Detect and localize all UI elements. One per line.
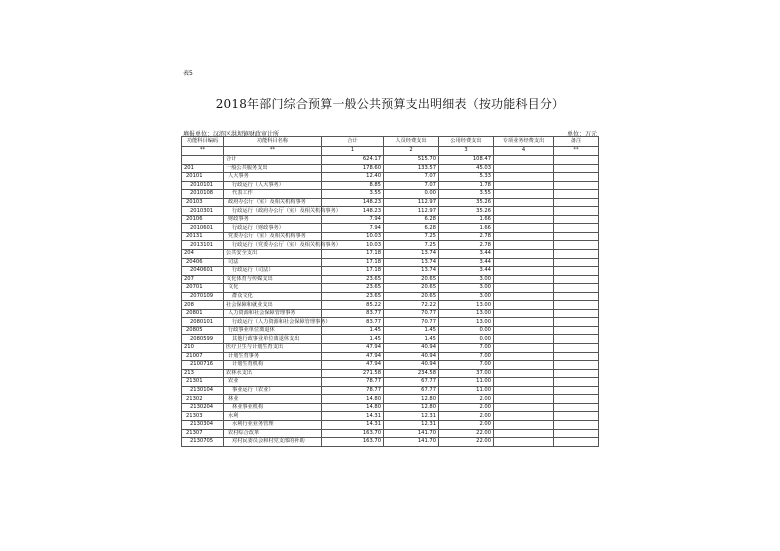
cell-special	[494, 173, 554, 182]
cell-total: 47.94	[322, 361, 384, 370]
cell-total: 78.77	[322, 378, 384, 387]
cell-code: 20805	[182, 326, 224, 335]
cell-note	[554, 326, 599, 335]
cell-code: 213	[182, 369, 224, 378]
cell-code: 204	[182, 250, 224, 259]
cell-note	[554, 258, 599, 267]
table-row	[182, 292, 599, 301]
currency-unit: 单位：万元	[566, 131, 597, 138]
table-row	[182, 241, 599, 250]
table-row	[182, 173, 599, 182]
cell-total: 83.77	[322, 318, 384, 327]
cell-special	[494, 250, 554, 259]
header-total: 合计	[322, 137, 384, 147]
cell-code: 20701	[182, 284, 224, 293]
cell-code: 2130204	[182, 403, 224, 412]
cell-name: 农业	[224, 378, 322, 387]
cell-personnel: 70.77	[384, 318, 439, 327]
table-row	[182, 318, 599, 327]
cell-personnel: 515.70	[384, 156, 439, 165]
cell-special	[494, 438, 554, 447]
table-row	[182, 181, 599, 190]
header-name: 功能科目名称	[224, 137, 322, 147]
cell-note	[554, 198, 599, 207]
cell-total: 23.65	[322, 284, 384, 293]
cell-personnel: 20.65	[384, 275, 439, 284]
cell-public: 1.78	[439, 181, 494, 190]
cell-note	[554, 267, 599, 276]
cell-name: 水利	[224, 412, 322, 421]
table-row	[182, 250, 599, 259]
header-personnel: 人员经费支出	[384, 137, 439, 147]
cell-public: 0.00	[439, 335, 494, 344]
cell-code: 2130705	[182, 438, 224, 447]
cell-code: 2070109	[182, 292, 224, 301]
cell-name: 司法	[224, 258, 322, 267]
cell-code: 2080101	[182, 318, 224, 327]
cell-total: 163.70	[322, 438, 384, 447]
cell-personnel: 1.45	[384, 335, 439, 344]
cell-total: 8.85	[322, 181, 384, 190]
cell-code: 2130104	[182, 386, 224, 395]
cell-code: 201	[182, 164, 224, 173]
cell-special	[494, 326, 554, 335]
cell-public: 2.78	[439, 241, 494, 250]
cell-note	[554, 224, 599, 233]
cell-special	[494, 386, 554, 395]
cell-special	[494, 420, 554, 429]
cell-public: 7.00	[439, 361, 494, 370]
cell-note	[554, 420, 599, 429]
cell-special	[494, 232, 554, 241]
cell-name: 文化	[224, 284, 322, 293]
cell-personnel: 7.07	[384, 181, 439, 190]
cell-special	[494, 301, 554, 310]
cell-note	[554, 335, 599, 344]
cell-special	[494, 378, 554, 387]
cell-public: 22.00	[439, 429, 494, 438]
cell-name: 财政事务	[224, 215, 322, 224]
cell-special	[494, 198, 554, 207]
table-row	[182, 309, 599, 318]
cell-note	[554, 309, 599, 318]
cell-note	[554, 173, 599, 182]
cell-name: 人力资源和社会保障管理事务	[224, 309, 322, 318]
cell-code: 207	[182, 275, 224, 284]
cell-personnel: 6.28	[384, 224, 439, 233]
cell-note	[554, 369, 599, 378]
cell-special	[494, 395, 554, 404]
table-row	[182, 420, 599, 429]
cell-special	[494, 352, 554, 361]
cell-public: 45.03	[439, 164, 494, 173]
cell-public: 2.00	[439, 412, 494, 421]
cell-personnel: 40.94	[384, 361, 439, 370]
cell-special	[494, 292, 554, 301]
cell-personnel: 0.00	[384, 190, 439, 199]
cell-total: 148.23	[322, 207, 384, 216]
cell-public: 3.00	[439, 284, 494, 293]
table-row	[182, 284, 599, 293]
table-row	[182, 258, 599, 267]
cell-note	[554, 215, 599, 224]
cell-special	[494, 429, 554, 438]
cell-name: 计划生育事务	[224, 352, 322, 361]
cell-personnel: 40.94	[384, 352, 439, 361]
cell-public: 1.66	[439, 215, 494, 224]
cell-total: 163.70	[322, 429, 384, 438]
sheet-label: 表5	[183, 70, 193, 77]
cell-note	[554, 301, 599, 310]
cell-note	[554, 412, 599, 421]
table-row	[182, 361, 599, 370]
cell-public: 3.44	[439, 267, 494, 276]
cell-code: 20801	[182, 309, 224, 318]
cell-public: 13.00	[439, 309, 494, 318]
table-row	[182, 275, 599, 284]
cell-code: 208	[182, 301, 224, 310]
cell-public: 13.00	[439, 301, 494, 310]
cell-public: 11.00	[439, 386, 494, 395]
cell-note	[554, 403, 599, 412]
cell-code: 2010108	[182, 190, 224, 199]
reporting-unit: 填报单位：汉滨区洪坝镇财政审计所	[183, 131, 280, 138]
table-row	[182, 156, 599, 165]
index-row	[182, 146, 599, 156]
cell-name: 行政运行（党委办公厅（室）及相关机构事务）	[224, 241, 322, 250]
cell-total: 23.65	[322, 275, 384, 284]
cell-total: 3.55	[322, 190, 384, 199]
cell-total: 83.77	[322, 309, 384, 318]
cell-public: 11.00	[439, 378, 494, 387]
cell-name: 行政运行（司法）	[224, 267, 322, 276]
table-row	[182, 386, 599, 395]
cell-special	[494, 412, 554, 421]
table-row	[182, 207, 599, 216]
cell-special	[494, 284, 554, 293]
cell-total: 624.17	[322, 156, 384, 165]
cell-note	[554, 275, 599, 284]
cell-note	[554, 284, 599, 293]
cell-total: 17.18	[322, 258, 384, 267]
cell-public: 13.00	[439, 318, 494, 327]
header-note: 备注	[554, 137, 599, 147]
cell-note	[554, 207, 599, 216]
cell-name: 林业	[224, 395, 322, 404]
cell-code: 2010601	[182, 224, 224, 233]
index-cell: 2	[384, 146, 439, 156]
cell-code: 2010301	[182, 207, 224, 216]
cell-note	[554, 378, 599, 387]
table-row	[182, 301, 599, 310]
cell-code: 21301	[182, 378, 224, 387]
cell-note	[554, 429, 599, 438]
header-code: 功能科目编码	[182, 137, 224, 147]
table-row	[182, 224, 599, 233]
cell-name: 计划生育机构	[224, 361, 322, 370]
cell-personnel: 112.97	[384, 198, 439, 207]
cell-note	[554, 156, 599, 165]
cell-code: 2100716	[182, 361, 224, 370]
cell-name: 行政运行（人力资源和社会保障管理事务）	[224, 318, 322, 327]
cell-name: 医疗卫生与计划生育支出	[224, 344, 322, 353]
cell-total: 17.18	[322, 250, 384, 259]
cell-name: 政府办公厅（室）及相关机构事务	[224, 198, 322, 207]
cell-total: 14.31	[322, 420, 384, 429]
cell-special	[494, 164, 554, 173]
cell-public: 2.00	[439, 420, 494, 429]
index-cell: **	[182, 146, 224, 156]
cell-total: 148.23	[322, 198, 384, 207]
cell-public: 3.44	[439, 250, 494, 259]
cell-total: 23.65	[322, 292, 384, 301]
index-cell: 1	[322, 146, 384, 156]
cell-personnel: 12.80	[384, 403, 439, 412]
cell-code: 2040601	[182, 267, 224, 276]
cell-code: 20103	[182, 198, 224, 207]
table-row	[182, 198, 599, 207]
cell-personnel: 13.74	[384, 250, 439, 259]
table-row	[182, 335, 599, 344]
table-row	[182, 232, 599, 241]
table-row	[182, 190, 599, 199]
cell-public: 3.00	[439, 292, 494, 301]
index-cell: 4	[494, 146, 554, 156]
cell-code: 21303	[182, 412, 224, 421]
table-row	[182, 215, 599, 224]
cell-special	[494, 361, 554, 370]
cell-note	[554, 361, 599, 370]
cell-total: 17.18	[322, 267, 384, 276]
cell-note	[554, 181, 599, 190]
cell-name: 林业事业机构	[224, 403, 322, 412]
cell-personnel: 112.97	[384, 207, 439, 216]
cell-note	[554, 232, 599, 241]
cell-special	[494, 318, 554, 327]
table-row	[182, 412, 599, 421]
cell-special	[494, 275, 554, 284]
cell-personnel: 6.28	[384, 215, 439, 224]
cell-name: 其他行政事业单位离退休支出	[224, 335, 322, 344]
cell-public: 5.33	[439, 173, 494, 182]
cell-total: 10.03	[322, 241, 384, 250]
cell-total: 14.80	[322, 395, 384, 404]
cell-note	[554, 344, 599, 353]
cell-special	[494, 224, 554, 233]
index-cell: **	[224, 146, 322, 156]
cell-special	[494, 215, 554, 224]
cell-name: 行政运行（财政事务）	[224, 224, 322, 233]
index-cell: 3	[439, 146, 494, 156]
budget-table	[181, 136, 599, 447]
cell-code: 20131	[182, 232, 224, 241]
cell-public: 2.00	[439, 403, 494, 412]
cell-special	[494, 241, 554, 250]
cell-name: 行政运行（人大事务）	[224, 181, 322, 190]
cell-code: 20101	[182, 173, 224, 182]
cell-name: 行政事业单位离退休	[224, 326, 322, 335]
cell-personnel: 141.70	[384, 438, 439, 447]
cell-special	[494, 403, 554, 412]
cell-name: 农林水支出	[224, 369, 322, 378]
cell-public: 35.26	[439, 207, 494, 216]
cell-name: 合计	[224, 156, 322, 165]
cell-note	[554, 386, 599, 395]
cell-name: 公共安全支出	[224, 250, 322, 259]
cell-public: 35.26	[439, 198, 494, 207]
cell-personnel: 12.80	[384, 395, 439, 404]
cell-personnel: 20.65	[384, 284, 439, 293]
cell-total: 14.31	[322, 412, 384, 421]
header-special: 专项业务经费支出	[494, 137, 554, 147]
cell-special	[494, 190, 554, 199]
cell-name: 文化体育与传媒支出	[224, 275, 322, 284]
cell-name: 党委办公厅（室）及相关机构事务	[224, 232, 322, 241]
cell-public: 7.00	[439, 352, 494, 361]
cell-personnel: 1.45	[384, 326, 439, 335]
table-row	[182, 403, 599, 412]
cell-personnel: 7.25	[384, 241, 439, 250]
cell-public: 3.55	[439, 190, 494, 199]
cell-personnel: 7.07	[384, 173, 439, 182]
cell-public: 1.66	[439, 224, 494, 233]
table-row	[182, 267, 599, 276]
cell-public: 37.00	[439, 369, 494, 378]
cell-total: 7.94	[322, 224, 384, 233]
cell-name: 代表工作	[224, 190, 322, 199]
cell-special	[494, 181, 554, 190]
cell-special	[494, 369, 554, 378]
cell-note	[554, 395, 599, 404]
cell-personnel: 13.74	[384, 258, 439, 267]
cell-code: 210	[182, 344, 224, 353]
cell-name: 一般公共服务支出	[224, 164, 322, 173]
cell-code: 20106	[182, 215, 224, 224]
cell-note	[554, 318, 599, 327]
cell-code: 2080599	[182, 335, 224, 344]
cell-code	[182, 156, 224, 165]
cell-personnel: 234.58	[384, 369, 439, 378]
table-row	[182, 326, 599, 335]
cell-code: 2130304	[182, 420, 224, 429]
cell-note	[554, 241, 599, 250]
cell-personnel: 72.22	[384, 301, 439, 310]
cell-code: 21007	[182, 352, 224, 361]
cell-public: 22.00	[439, 438, 494, 447]
cell-total: 1.45	[322, 335, 384, 344]
cell-public: 108.47	[439, 156, 494, 165]
cell-personnel: 141.70	[384, 429, 439, 438]
cell-personnel: 13.74	[384, 267, 439, 276]
cell-personnel: 7.25	[384, 232, 439, 241]
cell-note	[554, 190, 599, 199]
table-row	[182, 164, 599, 173]
cell-name: 事业运行（农业）	[224, 386, 322, 395]
table-row	[182, 395, 599, 404]
cell-name: 人大事务	[224, 173, 322, 182]
cell-personnel: 40.94	[384, 344, 439, 353]
table-row	[182, 438, 599, 447]
cell-special	[494, 267, 554, 276]
cell-special	[494, 258, 554, 267]
cell-total: 178.60	[322, 164, 384, 173]
index-cell: **	[554, 146, 599, 156]
cell-name: 对村民委员会和村党支部的补助	[224, 438, 322, 447]
cell-code: 2013101	[182, 241, 224, 250]
cell-public: 3.44	[439, 258, 494, 267]
cell-note	[554, 352, 599, 361]
cell-personnel: 67.77	[384, 378, 439, 387]
cell-name: 群众文化	[224, 292, 322, 301]
cell-name: 水利行业业务管理	[224, 420, 322, 429]
table-row	[182, 352, 599, 361]
cell-personnel: 67.77	[384, 386, 439, 395]
table-row	[182, 429, 599, 438]
cell-total: 14.80	[322, 403, 384, 412]
cell-public: 7.00	[439, 344, 494, 353]
cell-note	[554, 292, 599, 301]
table-row	[182, 378, 599, 387]
cell-note	[554, 164, 599, 173]
cell-personnel: 70.77	[384, 309, 439, 318]
cell-name: 社会保障和就业支出	[224, 301, 322, 310]
cell-total: 7.94	[322, 215, 384, 224]
table-row	[182, 344, 599, 353]
cell-total: 78.77	[322, 386, 384, 395]
cell-personnel: 133.57	[384, 164, 439, 173]
cell-total: 47.94	[322, 344, 384, 353]
cell-total: 85.22	[322, 301, 384, 310]
page-title: 2018年部门综合预算一般公共预算支出明细表（按功能科目分）	[215, 97, 565, 111]
header-row	[182, 137, 599, 147]
cell-code: 21302	[182, 395, 224, 404]
cell-special	[494, 335, 554, 344]
cell-personnel: 12.31	[384, 412, 439, 421]
cell-public: 2.78	[439, 232, 494, 241]
table-row	[182, 369, 599, 378]
cell-code: 2010101	[182, 181, 224, 190]
cell-special	[494, 207, 554, 216]
cell-special	[494, 156, 554, 165]
table-body	[182, 156, 599, 447]
cell-total: 10.03	[322, 232, 384, 241]
cell-public: 2.00	[439, 395, 494, 404]
cell-personnel: 12.31	[384, 420, 439, 429]
cell-note	[554, 250, 599, 259]
cell-note	[554, 438, 599, 447]
header-public: 公用经费支出	[439, 137, 494, 147]
cell-name: 行政运行（政府办公厅（室）及相关机构事务）	[224, 207, 322, 216]
cell-special	[494, 309, 554, 318]
cell-code: 21307	[182, 429, 224, 438]
cell-total: 271.58	[322, 369, 384, 378]
cell-public: 0.00	[439, 326, 494, 335]
cell-total: 1.45	[322, 326, 384, 335]
cell-personnel: 20.65	[384, 292, 439, 301]
cell-total: 12.40	[322, 173, 384, 182]
cell-special	[494, 344, 554, 353]
cell-code: 20406	[182, 258, 224, 267]
cell-public: 3.00	[439, 275, 494, 284]
cell-name: 农村综合改革	[224, 429, 322, 438]
cell-total: 47.94	[322, 352, 384, 361]
